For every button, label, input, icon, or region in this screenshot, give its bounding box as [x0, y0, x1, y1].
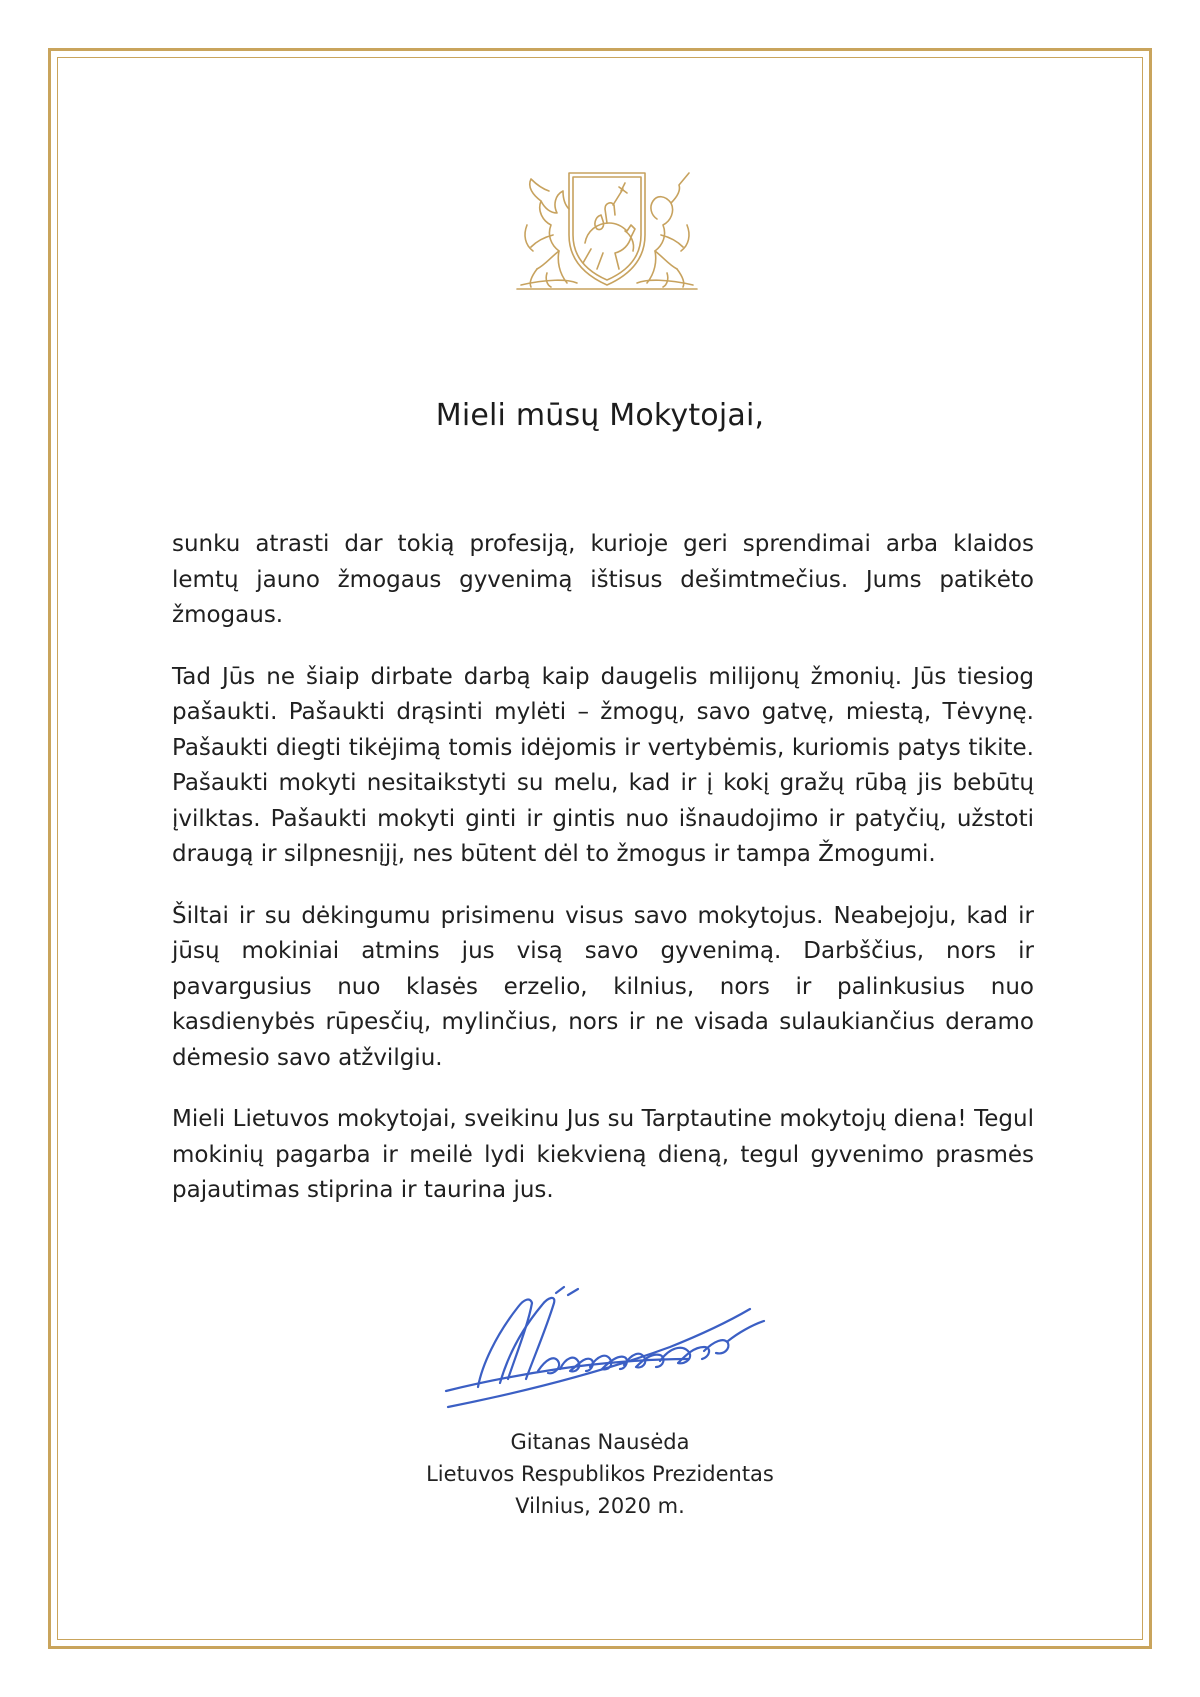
letter-paragraph: Šiltai ir su dėkingumu prisimenu visus savo mokytojus. Neabejoju, kad ir jūsų mokiniai atmins jus visą savo gyvenimą. Darbščius, nors ir pavargusius nuo klasės erzelio, kilnius, nors ir palinkusius nuo kasdienybės rūpesčių, mylinčius, nors ir ne visada sulaukiančius deramo dėmesio savo atžvilgiu.	[172, 902, 1034, 1071]
coat-of-arms-emblem-icon	[507, 165, 707, 295]
place-date: Vilnius, 2020 m.	[515, 1494, 685, 1518]
letter-body	[172, 527, 1034, 1235]
signature-block	[0, 1426, 1200, 1522]
letter-paragraph: Mieli Lietuvos mokytojai, sveikinu Jus su Tarptautine mokytojų diena! Tegul mokinių pagarba ir meilė lydi kiekvieną dieną, tegul gyvenimo prasmės pajautimas stiprina ir taurina jus.	[172, 1106, 1034, 1203]
salutation-heading: Mieli mūsų Mokytojai,	[435, 398, 765, 433]
handwritten-signature-icon	[438, 1285, 778, 1415]
signer-name: Gitanas Nausėda	[510, 1430, 690, 1454]
signer-title: Lietuvos Respublikos Prezidentas	[426, 1462, 774, 1486]
letter-paragraph: sunku atrasti dar tokią profesiją, kurioje geri sprendimai arba klaidos lemtų jauno žmogaus gyvenimą ištisus dešimtmečius. Jums patikėto žmogaus.	[172, 531, 1034, 628]
letter-paragraph: Tad Jūs ne šiaip dirbate darbą kaip daugelis milijonų žmonių. Jūs tiesiog pašaukti. Pašaukti drąsinti mylėti – žmogų, savo gatvę, miestą, Tėvynę. Pašaukti diegti tikėjimą tomis idėjomis ir vertybėmis, kuriomis patys tikite. Pašaukti mokyti nesitaikstyti su melu, kad ir į kokį gražų rūbą jis bebūtų įvilktas. Pašaukti mokyti ginti ir gintis nuo išnaudojimo ir patyčių, užstoti draugą ir silpnesnįjį, nes būtent dėl to žmogus ir tampa Žmogumi.	[172, 663, 1034, 867]
